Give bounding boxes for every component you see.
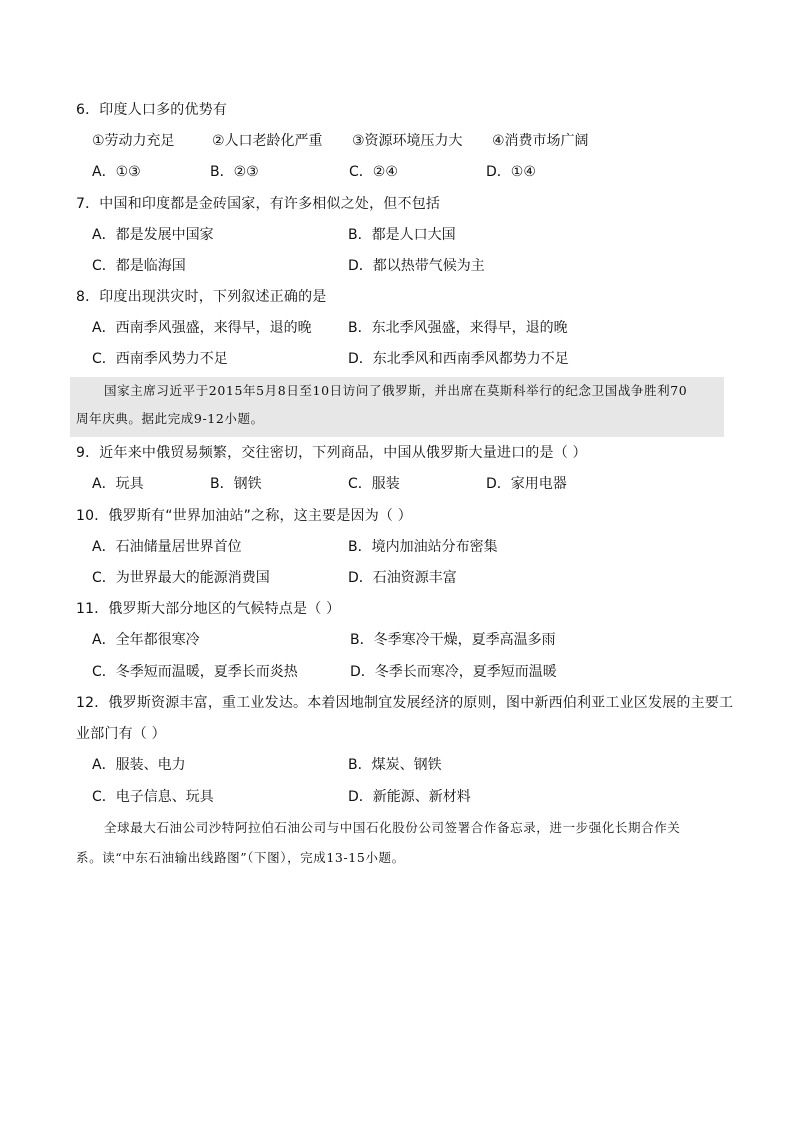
q6-option-a: A．①③: [92, 164, 141, 180]
q8-option-a: A．西南季风强盛，来得早，退的晚: [92, 320, 312, 336]
q12-option-d: D．新能源、新材料: [348, 789, 471, 805]
q6-item-1: ①劳动力充足: [92, 133, 175, 149]
q11-option-c: C．冬季短而温暖，夏季长而炎热: [92, 664, 298, 680]
passage-1-line-2: 周年庆典。据此完成9-12小题。: [76, 411, 264, 426]
q7-option-c: C．都是临海国: [92, 258, 186, 274]
q11-option-d: D．冬季长而寒冷，夏季短而温暖: [350, 664, 557, 680]
question-7-stem: 7．中国和印度都是金砖国家，有许多相似之处，但不包括: [76, 196, 441, 212]
q8-option-c: C．西南季风势力不足: [92, 351, 228, 367]
q6-option-b: B．②③: [210, 164, 259, 180]
question-10-stem: 10．俄罗斯有“世界加油站”之称，这主要是因为（ ）: [76, 508, 412, 524]
passage-2-line-1: 全球最大石油公司沙特阿拉伯石油公司与中国石化股份公司签署合作备忘录，进一步强化长期合作关: [104, 820, 681, 835]
passage-2-line-2: 系。读“中东石油输出线路图”（下图），完成13-15小题。: [76, 850, 405, 865]
question-11-stem: 11．俄罗斯大部分地区的气候特点是（ ）: [76, 601, 341, 617]
q6-option-c: C．②④: [349, 164, 398, 180]
q12-option-a: A．服装、电力: [92, 757, 186, 773]
q7-option-b: B．都是人口大国: [348, 227, 456, 243]
q8-option-d: D．东北季风和西南季风都势力不足: [348, 351, 569, 367]
q6-option-d: D．①④: [486, 164, 536, 180]
q10-option-b: B．境内加油站分布密集: [348, 539, 498, 555]
q6-item-4: ④消费市场广阔: [492, 133, 589, 149]
q9-option-a: A．玩具: [92, 476, 144, 492]
q10-option-d: D．石油资源丰富: [348, 570, 457, 586]
q11-option-b: B．冬季寒冷干燥，夏季高温多雨: [350, 632, 556, 648]
q11-option-a: A．全年都很寒冷: [92, 632, 200, 648]
question-9-stem: 9．近年来中俄贸易频繁，交往密切，下列商品，中国从俄罗斯大量进口的是（ ）: [76, 445, 587, 461]
q7-option-a: A．都是发展中国家: [92, 227, 214, 243]
passage-1-line-1: 国家主席习近平于2015年5月8日至10日访问了俄罗斯，并出席在莫斯科举行的纪念卫国战争胜利70: [104, 383, 688, 398]
q9-option-b: B．钢铁: [210, 476, 262, 492]
q10-option-a: A．石油储量居世界首位: [92, 539, 242, 555]
q12-option-b: B．煤炭、钢铁: [348, 757, 442, 773]
q12-option-c: C．电子信息、玩具: [92, 789, 214, 805]
q9-option-c: C．服装: [348, 476, 400, 492]
question-6-stem: 6．印度人口多的优势有: [76, 102, 228, 118]
q7-option-d: D．都以热带气候为主: [348, 258, 485, 274]
q8-option-b: B．东北季风强盛，来得早，退的晚: [348, 320, 568, 336]
question-12-stem-line-1: 12．俄罗斯资源丰富，重工业发达。本着因地制宜发展经济的原则，图中新西伯利亚工业区发展的主要工: [76, 695, 734, 711]
q6-item-3: ③资源环境压力大: [352, 133, 463, 149]
q9-option-d: D．家用电器: [486, 476, 567, 492]
q6-item-2: ②人口老龄化严重: [212, 133, 323, 149]
question-12-stem-line-2: 业部门有（ ）: [76, 726, 166, 742]
q10-option-c: C．为世界最大的能源消费国: [92, 570, 270, 586]
question-8-stem: 8．印度出现洪灾时，下列叙述正确的是: [76, 289, 327, 305]
